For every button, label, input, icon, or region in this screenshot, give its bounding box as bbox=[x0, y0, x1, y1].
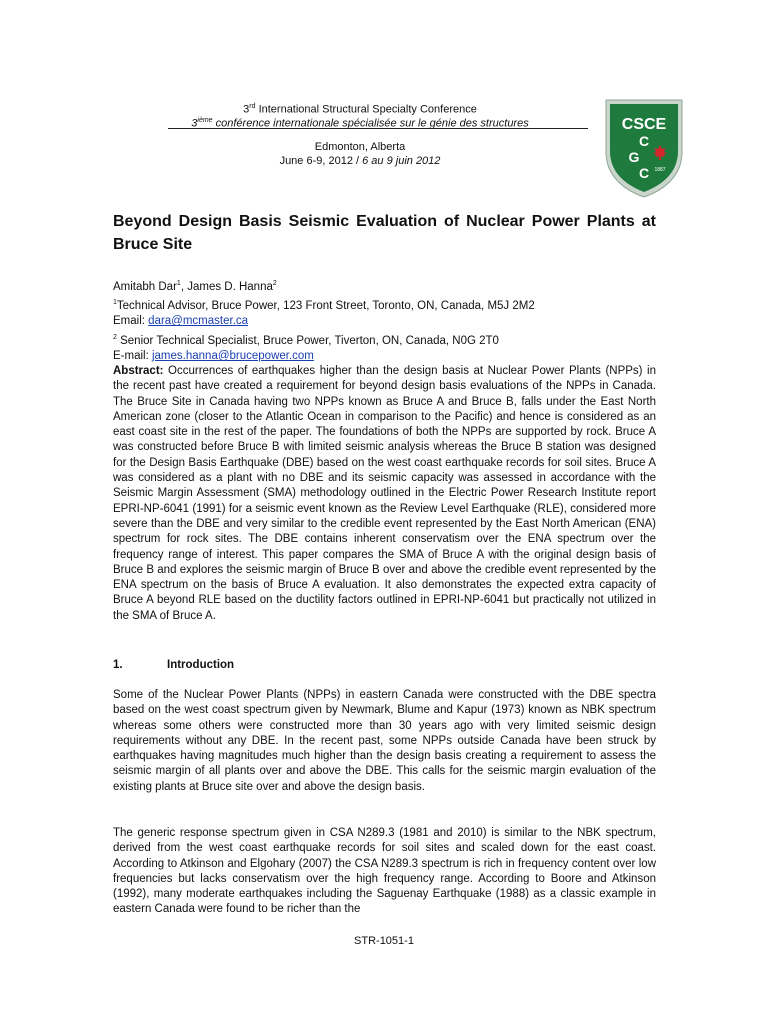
csce-logo bbox=[602, 96, 686, 200]
author-separator: , bbox=[180, 280, 188, 293]
abstract-text: Occurrences of earthquakes higher than the design basis at Nuclear Power Plants (NPPs) in the recent past have created a requirement for beyond design basis evaluations of the NPPs in Canada. The Bruce Site in Canada having two NPPs known as Bruce A and Bruce B, falls under the East North American zone (closer to the Atlantic Ocean in comparison to the Pacific) and hence is considered as an east coast site in the rest of the paper. The foundations of both the NPPs are supported by rock. Bruce A was constructed before Bruce B with limited seismic analysis whereas the Bruce B station was designed for the Design Basis Earthquake (DBE) based on the west coast earthquake records for soil sites. Bruce A was considered as a plant with no DBE and its seismic capacity was assessed in accordance with the Seismic Margin Assessment (SMA) methodology outlined in the Electric Power Research Institute report EPRI-NP-6041 (1991) for a seismic event known as the Review Level Earthquake (RLE), considered more severe than the DBE and very similar to the credible event represented by the East North American (ENA) spectrum for rock sites. The DBE contains inherent conservatism over the ENA spectrum over the frequency range of interest. This paper compares the SMA of Bruce A with the original design basis of Bruce B and explores the seismic margin of Bruce B over and above the credible event represented by the ENA spectrum on the basis of Bruce A evaluation. It also demonstrates the expected extra capacity of Bruce A beyond RLE based on the ductility factors outlined in EPRI-NP-6041 but practically not utilized in the SMA of Bruce A. bbox=[113, 365, 656, 622]
author-line bbox=[113, 276, 656, 295]
author-block bbox=[113, 276, 656, 365]
conference-dates bbox=[150, 154, 570, 168]
email-line-1 bbox=[113, 314, 656, 329]
logo-letter-c2: C bbox=[638, 165, 650, 181]
date-separator: / bbox=[352, 155, 363, 167]
affiliation-text: Senior Technical Specialist, Bruce Power, Tiverton, ON, Canada, N0G 2T0 bbox=[116, 334, 499, 347]
page-id: STR-1051-1 bbox=[354, 935, 414, 947]
author-name: Amitabh Dar bbox=[113, 280, 177, 293]
conference-name-fr: conférence internationale spécialisée sur le génie des structures bbox=[215, 117, 529, 130]
affiliation-marker: 2 bbox=[272, 280, 277, 287]
body-paragraph-1: Some of the Nuclear Power Plants (NPPs) in eastern Canada were constructed with the DBE spectra based on the west coast spectrum given by Newmark, Blume and Kapur (1973) known as NBK spectrum whereas some others were constructed more than 30 years ago with very limited seismic design requirements without any DBE. In the recent past, some NPPs outside Canada have been struck by earthquakes having magnitudes much higher than the design basis creating a requirement to assess the seismic margin of all plants over and above the DBE. This calls for the seismic margin evaluation of the existing plants at Bruce site over and above the design basis. bbox=[113, 689, 656, 793]
email-link[interactable]: dara@mcmaster.ca bbox=[148, 315, 249, 328]
city: Edmonton, Alberta bbox=[314, 141, 406, 153]
ordinal: 3 bbox=[191, 117, 198, 130]
logo-letter-g: G bbox=[628, 149, 640, 165]
logo-letter-c1: C bbox=[638, 133, 650, 149]
affiliation-marker: 1 bbox=[176, 280, 181, 287]
section-heading bbox=[113, 659, 234, 671]
conference-city bbox=[150, 140, 570, 154]
affiliation-text: Technical Advisor, Bruce Power, 123 Front Street, Toronto, ON, Canada, M5J 2M2 bbox=[116, 300, 535, 313]
logo-year: 1887 bbox=[654, 167, 666, 173]
abstract-label: Abstract: bbox=[113, 365, 164, 377]
email-label: E-mail: bbox=[113, 350, 152, 363]
header-rule bbox=[168, 128, 588, 129]
section-number: 1. bbox=[113, 659, 123, 671]
ordinal-suffix: rd bbox=[249, 103, 256, 110]
logo-letters-top: CSCE bbox=[621, 116, 667, 133]
email-label: Email: bbox=[113, 315, 149, 328]
date-en: June 6-9, 2012 bbox=[279, 155, 353, 167]
date-fr: 6 au 9 juin 2012 bbox=[362, 155, 441, 167]
affiliation-marker: 2 bbox=[113, 333, 117, 341]
ordinal-suffix: ième bbox=[197, 117, 213, 124]
conference-name-en: International Structural Specialty Conference bbox=[258, 103, 477, 116]
affiliation-1 bbox=[113, 295, 656, 314]
paper-title: Beyond Design Basis Seismic Evaluation of Nuclear Power Plants at Bruce Site bbox=[113, 213, 656, 253]
email-link[interactable]: james.hanna@brucepower.com bbox=[151, 350, 314, 363]
email-line-2 bbox=[113, 349, 656, 364]
abstract bbox=[113, 364, 656, 624]
affiliation-marker: 1 bbox=[113, 299, 117, 307]
body-paragraph-2: The generic response spectrum given in CSA N289.3 (1981 and 2010) is similar to the NBK spectrum, derived from the west coast earthquake records for soil sites and scaled down for the east coast. According to Atkinson and Elgohary (2007) the CSA N289.3 spectrum is rich in frequency content over low frequencies but lacks conservatism over the high frequency range. According to Boore and Atkinson (1992), many moderate earthquakes including the Saguenay Earthquake (1988) as a classic example in eastern Canada were found to be richer than the bbox=[113, 827, 656, 916]
author-name: James D. Hanna bbox=[187, 280, 273, 293]
ordinal: 3 bbox=[243, 103, 250, 116]
section-title: Introduction bbox=[167, 659, 235, 671]
affiliation-2 bbox=[113, 330, 656, 349]
